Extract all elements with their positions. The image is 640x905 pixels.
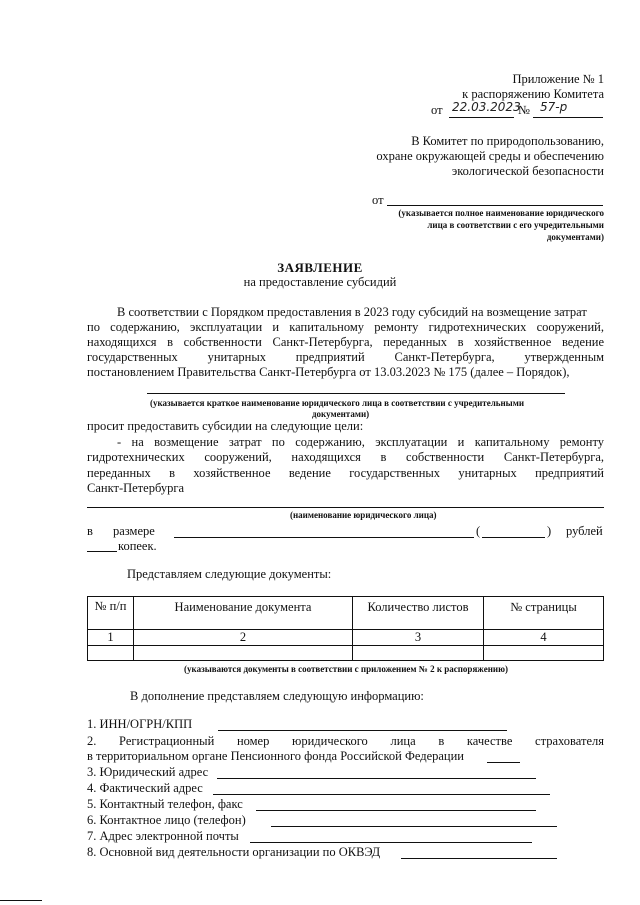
table-row: [88, 630, 604, 646]
date-prefix: от: [431, 103, 443, 117]
contact-person-line: [271, 826, 557, 827]
document-subtitle: на предоставление субсидий: [243, 275, 397, 289]
order-number: 57-р: [540, 100, 568, 114]
documents-intro: Представляем следующие документы:: [127, 567, 332, 581]
phone-label: 5. Контактный телефон, факс: [87, 797, 243, 811]
header-page-number: № страницы: [484, 597, 604, 630]
request-text: просит предоставить субсидии на следующие цели:: [87, 419, 364, 433]
paragraph1-line1: В соответствии с Порядком предоставления в 2023 году субсидий на возмещение затрат: [117, 305, 587, 319]
info-intro: В дополнение представляем следующую информацию:: [130, 689, 424, 703]
pension-reg-line: [487, 762, 520, 763]
entity-name-line: [87, 507, 604, 508]
pension-reg-label: 2. Регистрационный номер юридического лица в качестве страхователя: [87, 734, 604, 748]
amount-kopecks: копеек.: [118, 539, 157, 553]
short-name-line: [147, 393, 565, 394]
header-sheet-count: Количество листов: [353, 597, 484, 630]
applicant-hint1: (указывается полное наименование юридического: [398, 208, 604, 218]
table-cell: [353, 646, 484, 661]
table-cell: [134, 646, 353, 661]
documents-hint: (указываются документы в соответствии с приложением № 2 к распоряжению): [184, 664, 508, 674]
addressee-line2: охране окружающей среды и обеспечению: [376, 149, 604, 163]
goal-line1: - на возмещение затрат по содержанию, эксплуатации и капитальному ремонту: [117, 435, 604, 449]
document-title: ЗАЯВЛЕНИЕ: [277, 260, 363, 275]
paragraph1-line3: находящихся в собственности Санкт-Петербурга, переданных в хозяйственное ведение: [87, 335, 604, 349]
table-cell: [484, 646, 604, 661]
actual-address-label: 4. Фактический адрес: [87, 781, 203, 795]
inn-line: [218, 730, 507, 731]
amount-rubles: рублей: [566, 524, 603, 538]
entity-name-hint: (наименование юридического лица): [290, 510, 437, 520]
phone-line: [256, 810, 536, 811]
appendix-label: Приложение № 1: [512, 72, 604, 86]
inn-label: 1. ИНН/ОГРН/КПП: [87, 717, 193, 731]
pension-reg-label2: в территориальном органе Пенсионного фонда Российской Федерации: [87, 749, 464, 763]
goal-line4: Санкт-Петербурга: [87, 481, 185, 495]
short-name-hint1: (указывается краткое наименование юридического лица в соответствии с учредительными: [150, 398, 525, 408]
column-number-3: 3: [353, 630, 484, 646]
table-row: [88, 646, 604, 661]
goal-line3: переданных в хозяйственное ведение государственных унитарных предприятий: [87, 466, 604, 480]
header-number: № п/п: [88, 597, 134, 630]
table-header-row: [88, 597, 604, 630]
order-ref: к распоряжению Комитета: [462, 87, 604, 101]
amount-paren-open: (: [476, 524, 481, 538]
short-name-hint2: документами): [312, 409, 370, 419]
email-line: [250, 842, 532, 843]
number-line: [533, 117, 603, 118]
paragraph1-line2: по содержанию, эксплуатации и капитальному ремонту гидротехнических сооружений,: [87, 320, 604, 334]
actual-address-line: [213, 794, 550, 795]
column-number-4: 4: [484, 630, 604, 646]
legal-address-label: 3. Юридический адрес: [87, 765, 209, 779]
applicant-hint3: документами): [546, 232, 604, 242]
documents-table: [87, 596, 604, 661]
okved-label: 8. Основной вид деятельности организации по ОКВЭД: [87, 845, 381, 859]
addressee-line1: В Комитет по природопользованию,: [411, 134, 604, 148]
amount-digits-line: [174, 537, 474, 538]
kopecks-line: [87, 551, 117, 552]
order-date: 22.03.2023: [452, 100, 521, 114]
amount-paren-close: ): [547, 524, 552, 538]
amount-words-line: [482, 537, 545, 538]
email-label: 7. Адрес электронной почты: [87, 829, 239, 843]
header-document-name: Наименование документа: [134, 597, 353, 630]
table-cell: [88, 646, 134, 661]
amount-in: в: [87, 524, 93, 538]
goal-line2: гидротехнических сооружений, находящихся в собственности Санкт-Петербурга,: [87, 450, 604, 464]
date-line: [449, 117, 514, 118]
legal-address-line: [217, 778, 536, 779]
from-label: от: [372, 193, 384, 207]
column-number-1: 1: [88, 630, 134, 646]
paragraph1-line5: постановлением Правительства Санкт-Петербурга от 13.03.2023 № 175 (далее – Порядок),: [87, 365, 570, 379]
footer-mark: [0, 900, 42, 901]
contact-person-label: 6. Контактное лицо (телефон): [87, 813, 246, 827]
amount-size: размере: [113, 524, 155, 538]
column-number-2: 2: [134, 630, 353, 646]
paragraph1-line4: государственных унитарных предприятий Санкт-Петербурга, утвержденным: [87, 350, 604, 364]
okved-line: [401, 858, 557, 859]
applicant-hint2: лица в соответствии с его учредительными: [427, 220, 604, 230]
addressee-line3: экологической безопасности: [451, 164, 604, 178]
number-prefix: №: [518, 103, 530, 117]
applicant-line: [387, 205, 603, 206]
